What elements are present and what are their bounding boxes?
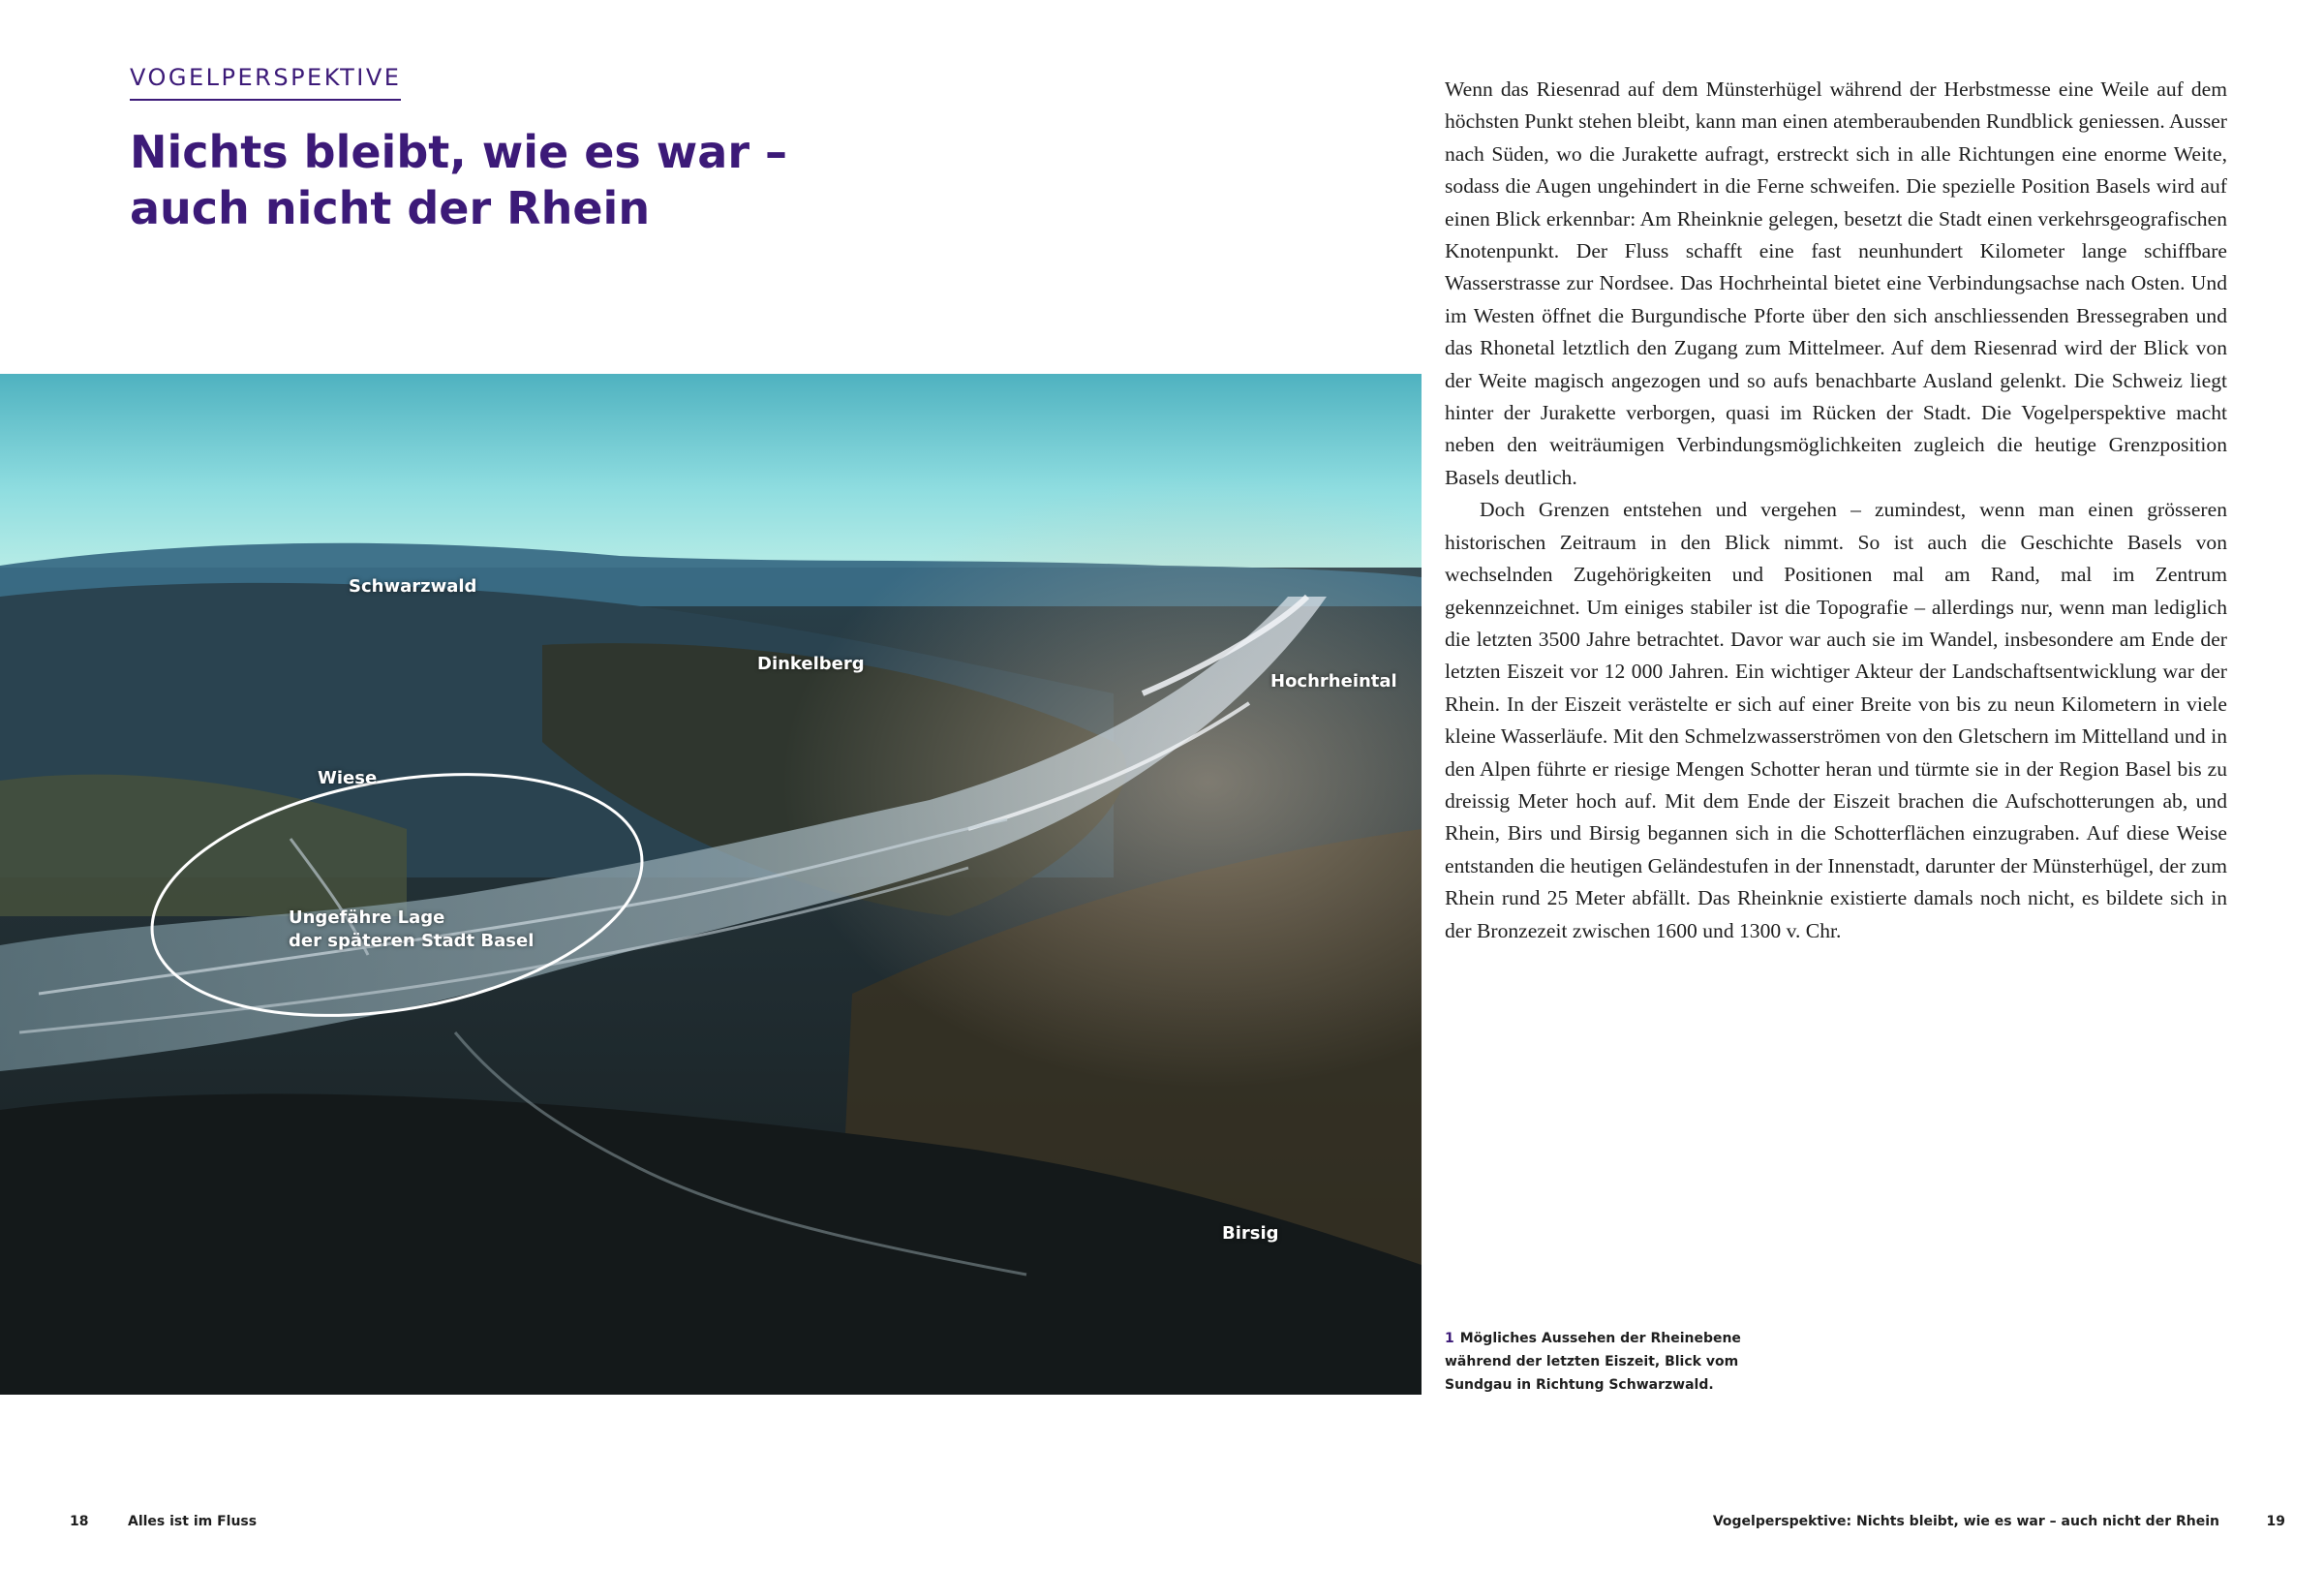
folio-left-title: Alles ist im Fluss xyxy=(128,1514,258,1529)
label-basel-line-1: Ungefähre Lage xyxy=(289,908,445,928)
figure-caption xyxy=(1445,1327,1745,1397)
headline-line-1: Nichts bleibt, wie es war – xyxy=(130,126,788,178)
folio-right-title: Vogelperspektive: Nichts bleibt, wie es war – auch nicht der Rhein xyxy=(1712,1514,2219,1529)
label-schwarzwald: Schwarzwald xyxy=(349,576,477,597)
landscape-artwork xyxy=(0,374,1422,1395)
label-hochrheintal: Hochrheintal xyxy=(1270,671,1397,692)
label-basel-lage xyxy=(289,907,534,953)
label-dinkelberg: Dinkelberg xyxy=(757,654,865,674)
label-birsig: Birsig xyxy=(1222,1223,1279,1244)
body-paragraph-1: Wenn das Riesenrad auf dem Münsterhügel während der Herbstmesse eine Weile auf dem höchsten Punkt stehen bleibt, kann man einen atemberaubenden Rundblick geniessen. Ausser nach Süden, wo die Jurakette aufragt, erstreckt sich in alle Richtungen eine enorme Weite, sodass die Augen ungehindert in die Ferne schweifen. Die spezielle Position Basels wird auf einen Blick erkennbar: Am Rheinknie gelegen, besetzt die Stadt einen verkehrsgeografischen Knotenpunkt. Der Fluss schafft eine fast neunhundert Kilometer lange schiffbare Wasserstrasse zur Nordsee. Das Hochrheintal bietet eine Verbindungsachse nach Osten. Und im Westen öffnet die Burgundische Pforte über den sich anschliessenden Bressegraben und das Rhonetal letztlich den Zugang zum Mittelmeer. Auf dem Riesenrad wird der Blick von der Weite magisch angezogen und so aufs benachbarte Ausland gelenkt. Die Schweiz liegt hinter der Jurakette verborgen, quasi im Rücken der Stadt. Die Vogelperspektive macht neben den weiträumigen Verbindungsmöglichkeiten zugleich die heutige Grenzposition Basels deutlich. xyxy=(1445,77,2227,489)
body-paragraph-2: Doch Grenzen entstehen und vergehen – zumindest, wenn man einen grösseren historischen Zeitraum in den Blick nimmt. So ist auch die Geschichte Basels von wechselnden Zugehörigkeiten und Positionen mal am Rand, mal im Zentrum gekennzeichnet. Um einiges stabiler ist die Topografie – allerdings nur, wenn man lediglich die letzten 3500 Jahre betrachtet. Davor war auch sie im Wandel, insbesondere am Ende der letzten Eiszeit vor 12 000 Jahren. Ein wichtiger Akteur der Landschaftsentwicklung war der Rhein. In der Eiszeit verästelte er sich auf einer Breite von bis zu neun Kilometern in viele kleine Wasserläufe. Mit den Schmelzwasserströmen von den Gletschern im Mittelland und in den Alpen führte er riesige Mengen Schotter heran und türmte sie in der Region Basel bis zu dreissig Meter hoch auf. Mit dem Ende der Eiszeit brachen die Aufschotterungen ab, und Rhein, Birs und Birsig begannen sich in die Schotterflächen einzugraben. Auf diese Weise entstanden die heutigen Geländestufen in der Innenstadt, darunter der Münsterhügel, der zum Rhein rund 25 Meter abfällt. Das Rheinknie existierte damals noch nicht, es bildete sich in der Bronzezeit zwischen 1600 und 1300 v. Chr. xyxy=(1445,498,2227,942)
page-headline xyxy=(130,124,808,236)
caption-number: 1 xyxy=(1445,1331,1454,1346)
label-wiese: Wiese xyxy=(318,768,378,788)
caption-text: Mögliches Aussehen der Rheinebene während der letzten Eiszeit, Blick vom Sundgau in Richtung Schwarzwald. xyxy=(1445,1331,1741,1393)
section-kicker: VOGELPERSPEKTIVE xyxy=(130,64,401,101)
body-text xyxy=(1445,74,2227,947)
folio-right-number: 19 xyxy=(2266,1514,2285,1529)
label-basel-line-2: der späteren Stadt Basel xyxy=(289,931,535,951)
headline-line-2: auch nicht der Rhein xyxy=(130,182,651,234)
folio-left-number: 18 xyxy=(70,1514,89,1529)
landscape-illustration xyxy=(0,374,1422,1395)
